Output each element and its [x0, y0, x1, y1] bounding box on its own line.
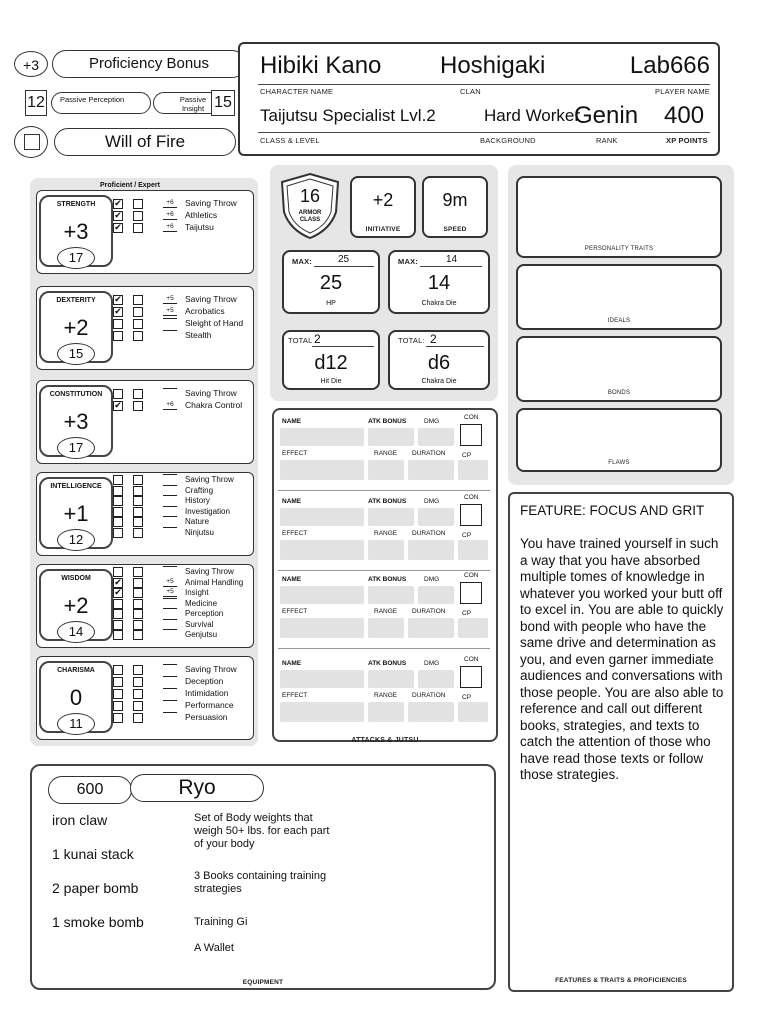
chakra-die-box: [388, 330, 490, 390]
background[interactable]: Hard Worker: [484, 106, 581, 125]
feature-body[interactable]: You have trained yourself in such a way that you have absorbed multiple tomes of knowledge in whatever you worked your butt off to excel in. You are able to quickly bond with people who have the same drive and determination as you, and even garner immediate audiences and conversations with those people. You are also able to reference and call out different books, strategies, and texts to catch the attention of those who have read those texts or follow those strategies.: [520, 536, 724, 782]
class-level[interactable]: Taijutsu Specialist Lvl.2: [260, 106, 436, 125]
expert-checkbox[interactable]: [133, 517, 143, 527]
attack-con-checkbox[interactable]: [460, 504, 482, 526]
initiative: [350, 176, 416, 238]
clan-label: CLAN: [460, 87, 481, 96]
skill-name: Insight: [185, 588, 209, 597]
proficient-checkbox[interactable]: [113, 486, 123, 496]
attack-effect-label: EFFECT: [282, 450, 308, 457]
ability-score[interactable]: 15: [57, 343, 95, 365]
skill-modifier[interactable]: [163, 516, 177, 517]
initiative-label: INITIATIVE: [365, 226, 401, 233]
attack-damage-label: DMG: [424, 498, 440, 505]
attack-range-label: RANGE: [374, 530, 398, 537]
ability-score[interactable]: 17: [57, 247, 95, 269]
skill-modifier[interactable]: [163, 619, 177, 620]
attack-con-checkbox[interactable]: [460, 666, 482, 688]
xp-points[interactable]: 400: [664, 102, 705, 129]
chakra-current[interactable]: 14: [427, 272, 451, 294]
character-name[interactable]: Hibiki Kano: [260, 52, 382, 79]
attack-duration-field[interactable]: [408, 540, 454, 560]
attack-range-label: RANGE: [374, 692, 398, 699]
skill-name: Nature: [185, 517, 210, 526]
expert-checkbox[interactable]: [133, 620, 143, 630]
ability-name: WISDOM: [61, 575, 91, 582]
proficient-checkbox[interactable]: [113, 713, 123, 723]
equipment-item[interactable]: 2 paper bomb: [52, 880, 139, 896]
ability-charisma: [36, 656, 254, 740]
hp-box: [282, 250, 380, 314]
attack-con-checkbox[interactable]: [460, 424, 482, 446]
armor-class-label: ARMOR CLASS: [298, 210, 322, 223]
attack-cp-field[interactable]: [458, 540, 488, 560]
attack-divider: [278, 570, 490, 571]
proficient-checkbox[interactable]: [113, 319, 123, 329]
skill-name: Saving Throw: [185, 567, 234, 576]
skill-name: Stealth: [185, 330, 212, 340]
proficient-checkbox[interactable]: ✔: [114, 295, 122, 305]
proficient-checkbox[interactable]: [113, 331, 123, 341]
skill-name: Perception: [185, 609, 224, 618]
attack-name-label: NAME: [282, 660, 302, 667]
expert-checkbox[interactable]: [133, 713, 143, 723]
attack-effect-field[interactable]: [280, 702, 364, 722]
ability-score-frame: [39, 291, 113, 363]
ideals-box[interactable]: [516, 264, 722, 330]
hp-label: HP: [326, 300, 336, 307]
proficient-checkbox[interactable]: [113, 389, 123, 399]
ability-modifier[interactable]: +2: [63, 593, 89, 618]
attack-cp-label: CP: [462, 610, 472, 617]
skill-modifier[interactable]: [163, 712, 177, 713]
attacks-jutsu-panel: [272, 408, 498, 742]
skill-name: Medicine: [185, 598, 218, 608]
attack-entry: [274, 414, 496, 492]
hit-die[interactable]: d12: [314, 352, 348, 374]
proficient-expert-header: Proficient / Expert: [100, 182, 160, 189]
equipment-item[interactable]: iron claw: [52, 812, 108, 828]
skill-name: Acrobatics: [185, 306, 225, 316]
proficient-checkbox[interactable]: [113, 507, 123, 517]
ability-intelligence: [36, 472, 254, 556]
flaws-box[interactable]: [516, 408, 722, 472]
skill-modifier[interactable]: [163, 700, 177, 701]
skill-name: Sleight of Hand: [185, 318, 244, 328]
ability-dexterity: [36, 286, 254, 370]
expert-checkbox[interactable]: [133, 389, 143, 399]
passive-scores: [25, 90, 235, 116]
attack-name-label: NAME: [282, 498, 302, 505]
attack-damage-label: DMG: [424, 576, 440, 583]
expert-checkbox[interactable]: [133, 609, 143, 619]
speed: [422, 176, 488, 238]
hit-die-label: Hit Die: [320, 378, 342, 385]
ryo-value[interactable]: 600: [48, 776, 132, 804]
expert-checkbox[interactable]: [133, 665, 143, 675]
ability-score-frame: [39, 385, 113, 457]
attack-name-field[interactable]: [280, 670, 364, 688]
skill-name: Genjutsu: [185, 630, 218, 639]
attack-con-label: CON: [464, 494, 479, 501]
equipment-panel: [30, 764, 496, 990]
ability-modifier[interactable]: +3: [63, 409, 89, 434]
feature-title[interactable]: FEATURE: FOCUS AND GRIT: [520, 503, 705, 518]
hp-max-label: MAX:: [292, 257, 312, 266]
class-level-label: CLASS & LEVEL: [260, 136, 320, 145]
skill-name: Saving Throw: [185, 475, 234, 484]
ability-score-frame: [39, 195, 113, 267]
skill-modifier[interactable]: [163, 388, 177, 389]
features-label: FEATURES & TRAITS & PROFICIENCIES: [555, 977, 687, 984]
speed-label: SPEED: [443, 226, 467, 233]
attack-effect-label: EFFECT: [282, 608, 308, 615]
skill-modifier[interactable]: +6: [163, 400, 177, 410]
skill-modifier[interactable]: [163, 495, 177, 496]
skill-modifier[interactable]: +5: [163, 306, 177, 316]
attack-con-label: CON: [464, 656, 479, 663]
features-panel: [508, 492, 734, 992]
expert-checkbox[interactable]: [133, 578, 143, 588]
attack-damage-field[interactable]: [418, 428, 454, 446]
attack-duration-label: DURATION: [412, 608, 446, 615]
skill-modifier[interactable]: [163, 506, 177, 507]
skill-modifier[interactable]: +5: [163, 587, 177, 597]
proficiency-bonus-label: Proficiency Bonus: [52, 50, 246, 78]
skill-modifier[interactable]: [163, 330, 177, 331]
clan-name[interactable]: Hoshigaki: [440, 52, 546, 79]
attack-bonus-label: ATK BONUS: [368, 418, 407, 425]
attack-damage-label: DMG: [424, 660, 440, 667]
rank-label: RANK: [596, 136, 618, 145]
proficient-checkbox[interactable]: [113, 620, 123, 630]
ability-name: CHARISMA: [57, 667, 95, 674]
ability-score-frame: [39, 569, 113, 641]
proficient-checkbox[interactable]: [113, 528, 123, 538]
ability-constitution: [36, 380, 254, 464]
passive-insight-value: 15: [211, 90, 235, 116]
flaws-label: FLAWS: [608, 460, 630, 466]
attack-entry: [274, 494, 496, 572]
proficient-checkbox[interactable]: [113, 475, 123, 485]
skill-name: Athletics: [185, 210, 218, 220]
skill-modifier[interactable]: [163, 676, 177, 677]
attack-cp-label: CP: [462, 694, 472, 701]
bonds-label: BONDS: [607, 390, 631, 396]
ability-modifier[interactable]: +2: [63, 315, 89, 340]
expert-checkbox[interactable]: [133, 599, 143, 609]
proficient-checkbox[interactable]: [113, 677, 123, 687]
ability-strength: [36, 190, 254, 274]
attack-entry: [274, 572, 496, 650]
expert-checkbox[interactable]: [133, 507, 143, 517]
skill-name: Survival: [185, 619, 214, 629]
proficient-checkbox[interactable]: ✔: [114, 199, 122, 209]
skill-modifier[interactable]: +5: [163, 577, 177, 587]
attack-name-field[interactable]: [280, 508, 364, 526]
personality-traits-label: PERSONALITY TRAITS: [584, 246, 654, 252]
proficient-checkbox[interactable]: [113, 689, 123, 699]
expert-checkbox[interactable]: [133, 630, 143, 640]
skill-name: Ninjutsu: [185, 527, 214, 537]
skill-modifier[interactable]: [163, 527, 177, 528]
attack-bonus-field[interactable]: [368, 508, 414, 526]
attack-entry: [274, 656, 496, 734]
skill-name: Deception: [185, 676, 224, 686]
xp-points-label: XP POINTS: [666, 136, 708, 145]
chakra-die[interactable]: d6: [427, 352, 451, 374]
ability-score-frame: [39, 477, 113, 549]
skill-name: Saving Throw: [185, 294, 237, 304]
proficiency-bonus-value: +3: [14, 51, 48, 77]
attack-range-field[interactable]: [368, 702, 404, 722]
player-name[interactable]: Lab666: [629, 52, 710, 79]
hit-die-total-label: TOTAL: [288, 336, 313, 345]
proficient-checkbox[interactable]: [113, 599, 123, 609]
attack-con-checkbox[interactable]: [460, 582, 482, 604]
attack-effect-field[interactable]: [280, 540, 364, 560]
proficient-checkbox[interactable]: ✔: [114, 588, 122, 598]
attack-duration-field[interactable]: [408, 460, 454, 480]
attack-bonus-label: ATK BONUS: [368, 660, 407, 667]
attack-range-field[interactable]: [368, 618, 404, 638]
attack-duration-label: DURATION: [412, 530, 446, 537]
hp-current[interactable]: 25: [319, 272, 343, 294]
attack-effect-label: EFFECT: [282, 692, 308, 699]
proficient-checkbox[interactable]: [113, 630, 123, 640]
expert-checkbox[interactable]: [133, 588, 143, 598]
proficient-checkbox[interactable]: [113, 701, 123, 711]
skill-modifier[interactable]: [163, 688, 177, 689]
skill-modifier[interactable]: [163, 474, 177, 475]
skill-name: Performance: [185, 700, 234, 710]
character-info-panel: [238, 42, 720, 156]
expert-checkbox[interactable]: [133, 528, 143, 538]
will-of-fire: [14, 126, 236, 158]
ability-score[interactable]: 11: [57, 713, 95, 735]
expert-checkbox[interactable]: [133, 319, 143, 329]
ryo-label: Ryo: [130, 774, 264, 802]
proficient-checkbox[interactable]: [113, 567, 123, 577]
equipment-item[interactable]: Set of Body weights that weigh 50+ lbs. for each part of your body: [194, 812, 330, 850]
skill-modifier[interactable]: [163, 664, 177, 665]
attack-duration-field[interactable]: [408, 702, 454, 722]
expert-checkbox[interactable]: [133, 689, 143, 699]
attacks-jutsu-label: ATTACKS & JUTSU: [351, 737, 419, 744]
expert-checkbox[interactable]: [133, 223, 143, 233]
expert-checkbox[interactable]: [133, 567, 143, 577]
proficient-checkbox[interactable]: ✔: [114, 211, 122, 221]
skill-name: History: [185, 496, 210, 505]
chakra-die-label: Chakra Die: [421, 378, 457, 385]
expert-checkbox[interactable]: [133, 295, 143, 305]
ability-modifier[interactable]: +1: [63, 501, 89, 526]
attack-duration-label: DURATION: [412, 450, 446, 457]
chakra-max-value[interactable]: 14: [446, 254, 458, 265]
expert-checkbox[interactable]: [133, 475, 143, 485]
attack-duration-label: DURATION: [412, 692, 446, 699]
chakra-box: [388, 250, 490, 314]
skill-modifier[interactable]: +6: [163, 222, 177, 232]
player-name-label: PLAYER NAME: [655, 87, 710, 96]
ability-name: INTELLIGENCE: [50, 483, 102, 490]
attack-con-label: CON: [464, 414, 479, 421]
armor-class: [278, 172, 342, 240]
bonds-box[interactable]: [516, 336, 722, 402]
expert-checkbox[interactable]: [133, 677, 143, 687]
ability-name: CONSTITUTION: [49, 391, 103, 398]
skill-name: Chakra Control: [185, 400, 243, 410]
equipment-item[interactable]: 3 Books containing training strategies: [194, 870, 327, 895]
skill-modifier[interactable]: [163, 318, 177, 319]
rank[interactable]: Genin: [574, 102, 639, 129]
expert-checkbox[interactable]: [133, 496, 143, 506]
skill-name: Saving Throw: [185, 198, 237, 208]
equipment-item[interactable]: A Wallet: [194, 942, 234, 954]
skill-modifier[interactable]: +5: [163, 294, 177, 304]
attack-range-label: RANGE: [374, 450, 398, 457]
proficient-checkbox[interactable]: ✔: [114, 401, 122, 411]
chakra-max-label: MAX:: [398, 257, 418, 266]
attack-damage-field[interactable]: [418, 586, 454, 604]
attack-name-field[interactable]: [280, 428, 364, 446]
hit-die-box: [282, 330, 380, 390]
expert-checkbox[interactable]: [133, 211, 143, 221]
attack-cp-field[interactable]: [458, 702, 488, 722]
hp-max-value[interactable]: 25: [338, 254, 350, 265]
ability-wisdom: [36, 564, 254, 648]
character-name-label: CHARACTER NAME: [260, 87, 334, 96]
attack-bonus-field[interactable]: [368, 428, 414, 446]
attack-range-field[interactable]: [368, 540, 404, 560]
ability-score[interactable]: 17: [57, 437, 95, 459]
hit-die-total[interactable]: 2: [314, 332, 321, 346]
expert-checkbox[interactable]: [133, 486, 143, 496]
attack-divider: [278, 490, 490, 491]
skill-modifier[interactable]: [163, 485, 177, 486]
attack-cp-field[interactable]: [458, 460, 488, 480]
proficient-checkbox[interactable]: ✔: [114, 307, 122, 317]
skill-modifier[interactable]: [163, 608, 177, 609]
will-of-fire-checkbox[interactable]: [14, 126, 48, 158]
attack-bonus-field[interactable]: [368, 670, 414, 688]
attack-con-label: CON: [464, 572, 479, 579]
chakra-die-total[interactable]: 2: [430, 332, 437, 346]
skill-modifier[interactable]: +6: [163, 210, 177, 220]
chakra-label: Chakra Die: [421, 300, 457, 307]
attack-bonus-label: ATK BONUS: [368, 498, 407, 505]
ability-score[interactable]: 14: [57, 621, 95, 643]
equipment-label: EQUIPMENT: [242, 979, 284, 986]
attack-range-label: RANGE: [374, 608, 398, 615]
proficient-checkbox[interactable]: [113, 665, 123, 675]
expert-checkbox[interactable]: [133, 331, 143, 341]
proficient-checkbox[interactable]: ✔: [114, 223, 122, 233]
attack-damage-field[interactable]: [418, 508, 454, 526]
passive-perception-value: 12: [25, 90, 47, 116]
ideals-label: IDEALS: [607, 318, 631, 324]
proficient-checkbox[interactable]: ✔: [114, 577, 122, 588]
proficiency-bonus: [14, 50, 234, 78]
equipment-item[interactable]: 1 smoke bomb: [52, 914, 144, 930]
equipment-item[interactable]: 1 kunai stack: [52, 846, 134, 862]
attack-name-label: NAME: [282, 418, 302, 425]
attack-name-field[interactable]: [280, 586, 364, 604]
skill-name: Animal Handling: [185, 577, 244, 587]
ability-score[interactable]: 12: [57, 529, 95, 551]
skill-modifier[interactable]: [163, 598, 177, 599]
attack-bonus-label: ATK BONUS: [368, 576, 407, 583]
passive-insight-label: Passive Insight: [153, 92, 225, 114]
personality-traits-box[interactable]: [516, 176, 722, 258]
skill-name: Investigation: [185, 506, 230, 516]
skill-name: Taijutsu: [185, 222, 214, 232]
attack-cp-field[interactable]: [458, 618, 488, 638]
skill-modifier[interactable]: [163, 566, 177, 567]
proficient-checkbox[interactable]: [113, 517, 123, 527]
attack-effect-label: EFFECT: [282, 530, 308, 537]
skill-name: Saving Throw: [185, 388, 237, 398]
initiative-value: +2: [372, 190, 394, 210]
ability-name: STRENGTH: [56, 201, 96, 208]
attack-cp-label: CP: [462, 452, 472, 459]
attack-damage-label: DMG: [424, 418, 440, 425]
attack-duration-field[interactable]: [408, 618, 454, 638]
skill-name: Persuasion: [185, 712, 228, 722]
skill-name: Intimidation: [185, 688, 229, 698]
expert-checkbox[interactable]: [133, 401, 143, 411]
skill-name: Saving Throw: [185, 664, 237, 674]
attack-effect-field[interactable]: [280, 618, 364, 638]
attack-damage-field[interactable]: [418, 670, 454, 688]
ability-modifier[interactable]: 0: [69, 685, 83, 710]
equipment-item[interactable]: Training Gi: [194, 916, 248, 928]
skill-modifier[interactable]: [163, 629, 177, 630]
skill-modifier[interactable]: +6: [163, 198, 177, 208]
chakra-die-total-label: TOTAL:: [398, 336, 425, 345]
attack-name-label: NAME: [282, 576, 302, 583]
expert-checkbox[interactable]: [133, 701, 143, 711]
proficient-checkbox[interactable]: [113, 609, 123, 619]
attack-divider: [278, 648, 490, 649]
background-label: BACKGROUND: [480, 136, 536, 145]
attack-range-field[interactable]: [368, 460, 404, 480]
passive-perception-label: Passive Perception: [51, 92, 151, 114]
ability-modifier[interactable]: +3: [63, 219, 89, 244]
skill-name: Crafting: [185, 485, 214, 495]
attack-bonus-field[interactable]: [368, 586, 414, 604]
armor-class-value: 16: [299, 186, 321, 206]
attack-cp-label: CP: [462, 532, 472, 539]
expert-checkbox[interactable]: [133, 199, 143, 209]
ability-name: DEXTERITY: [56, 297, 96, 304]
ability-score-frame: [39, 661, 113, 733]
proficient-checkbox[interactable]: [113, 496, 123, 506]
will-of-fire-label: Will of Fire: [54, 128, 236, 156]
speed-value: 9m: [442, 190, 468, 210]
attack-effect-field[interactable]: [280, 460, 364, 480]
expert-checkbox[interactable]: [133, 307, 143, 317]
